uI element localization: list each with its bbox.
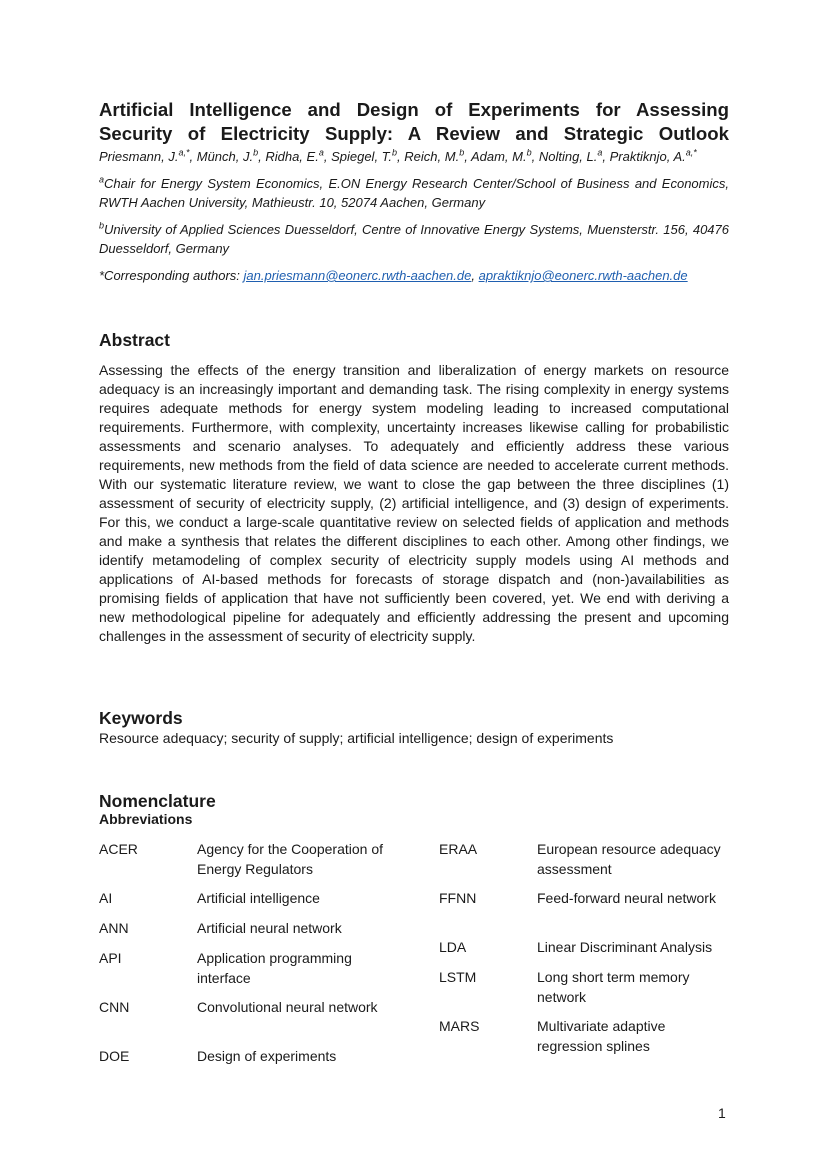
affiliation-mark: b	[99, 220, 105, 231]
abbreviation-term: FFNN	[439, 890, 477, 906]
author-list: Priesmann, J.$^{a,*}$, Münch, J.$^b$, Ridha, E.$^a$, Spiegel, T.$^b$, Reich, M.$^b$, Adam, M.$^b$, Nolting, L.$^a$, Praktiknjo, A.$^{a,*}$	[99, 147, 697, 164]
abbreviation-row	[99, 919, 419, 949]
author-name: Priesmann, J.	[99, 149, 179, 164]
abbreviation-term: ACER	[99, 841, 138, 857]
abbreviation-row	[439, 1017, 739, 1066]
author-affil-mark: a	[597, 147, 603, 158]
abbreviation-meaning: Feed-forward neural network	[537, 890, 716, 906]
abbreviation-term: ANN	[99, 920, 129, 936]
author-name: Spiegel, T.	[331, 149, 393, 164]
abbreviation-row	[99, 889, 419, 919]
abbreviation-term: API	[99, 950, 122, 966]
keywords-text: Resource adequacy; security of supply; artificial intelligence; design of experiments	[99, 730, 614, 746]
author-affil-mark: b	[526, 147, 532, 158]
author-affil-mark: a,*	[685, 147, 697, 158]
author-name: Nolting, L.	[538, 149, 598, 164]
author-affil-mark: a,*	[178, 147, 190, 158]
abbreviation-term: AI	[99, 890, 113, 906]
abbreviation-term: MARS	[439, 1018, 480, 1034]
abbreviation-term: DOE	[99, 1048, 130, 1064]
abbreviation-term: LSTM	[439, 969, 477, 985]
author-name: Reich, M.	[404, 149, 460, 164]
abstract-text: Assessing the effects of the energy transition and liberalization of energy markets on resource adequacy is an increasingly important and demanding task. The rising complexity in energy systems requires adequate methods for energy system modeling leading to increased computational requirements. Furthermore, with complexity, uncertainty increases likewise calling for probabilistic assessments and scenario analyses. To adequately and efficiently address these various requirements, new methods from the field of data science are needed to accelerate current methods. With our systematic literature review, we want to close the gap between the three disciplines (1) assessment of security of electricity supply, (2) artificial intelligence, and (3) design of experiments. For this, we conduct a large-scale quantitative review on selected fields of application and methods and make a synthesis that relates the different disciplines to each other. Among other findings, we identify metamodeling of complex security of electricity supply models using AI methods and applications of AI-based methods for forecasts of storage dispatch and (non-)availabilities as promising fields of application that have not sufficiently been covered, yet. We end with deriving a new methodological pipeline for adequately and efficiently addressing the present and upcoming challenges in the assessment of security of electricity supply.	[99, 362, 729, 644]
abbreviation-meaning: Artificial neural network	[197, 920, 342, 936]
abbreviation-row	[439, 840, 739, 889]
abbreviation-meaning: Artificial intelligence	[197, 890, 320, 906]
author-affil-mark: b	[392, 147, 398, 158]
affiliation-a	[99, 175, 729, 212]
abbreviation-list-left	[99, 840, 419, 1077]
abbreviation-meaning: European resource adequacy assessment	[537, 841, 721, 877]
corresponding-authors	[99, 267, 729, 285]
abbreviation-meaning: Design of experiments	[197, 1048, 337, 1064]
abbreviation-term: CNN	[99, 999, 130, 1015]
abbreviation-row	[99, 840, 419, 889]
abbreviation-row	[439, 938, 739, 968]
abbreviation-meaning: Application programming interface	[197, 950, 352, 986]
abbreviation-row	[99, 998, 419, 1047]
author-name: Adam, M.	[470, 149, 527, 164]
abbreviation-meaning: Linear Discriminant Analysis	[537, 939, 713, 955]
affiliation-text: University of Applied Sciences Duesseldorf, Centre of Innovative Energy Systems, Muensterstr. 156, 40476 Duesseldorf, Germany	[99, 222, 729, 256]
affiliation-text: Chair for Energy System Economics, E.ON Energy Research Center/School of Business and Economics, RWTH Aachen University, Mathieustr. 10, 52074 Aachen, Germany	[99, 176, 729, 210]
abbreviations-subheading: Abbreviations	[99, 811, 193, 827]
abbreviation-meaning: Long short term memory network	[537, 969, 690, 1005]
author-name: Praktiknjo, A.	[609, 149, 686, 164]
paper-title: Artificial Intelligence and Design of Experiments for Assessing Security of Electricity Supply: A Review and Strategic Outlook	[99, 99, 729, 144]
abbreviation-meaning: Agency for the Cooperation of Energy Regulators	[197, 841, 384, 877]
nomenclature-heading: Nomenclature	[99, 791, 216, 811]
abbreviation-term: ERAA	[439, 841, 478, 857]
author-name: Münch, J.	[196, 149, 254, 164]
affiliation-b	[99, 221, 729, 258]
author-affil-mark: a	[318, 147, 324, 158]
email-separator: ,	[471, 268, 479, 283]
abbreviation-meaning: Convolutional neural network	[197, 999, 378, 1015]
abbreviation-meaning: Multivariate adaptive regression splines	[537, 1018, 666, 1054]
abstract-heading: Abstract	[99, 330, 170, 350]
abbreviation-row	[439, 968, 739, 1017]
abbreviation-row	[99, 949, 419, 998]
keywords-heading: Keywords	[99, 708, 183, 728]
author-affil-mark: b	[459, 147, 465, 158]
author-name: Ridha, E.	[265, 149, 319, 164]
corresponding-label: *Corresponding authors:	[99, 268, 244, 283]
author-affil-mark: b	[253, 147, 259, 158]
abbreviation-row	[99, 1047, 419, 1077]
affiliation-mark: a	[99, 174, 105, 185]
email-link-priesmann[interactable]: jan.priesmann@eonerc.rwth-aachen.de	[243, 268, 472, 283]
email-link-praktiknjo[interactable]: apraktiknjo@eonerc.rwth-aachen.de	[478, 268, 688, 283]
abbreviation-term: LDA	[439, 939, 467, 955]
abbreviation-list-right	[439, 840, 739, 1066]
page-number: 1	[718, 1105, 726, 1121]
abbreviation-row	[439, 889, 739, 938]
